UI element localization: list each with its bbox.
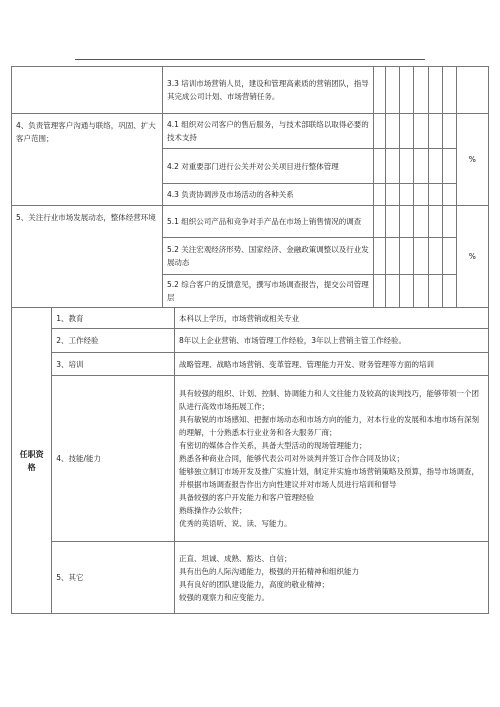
rating-cell bbox=[374, 149, 386, 184]
rating-cell bbox=[428, 114, 442, 149]
qualification-name: 4、技能/能力 bbox=[52, 376, 175, 542]
header-rule bbox=[75, 59, 425, 60]
rating-cell bbox=[374, 238, 386, 275]
rating-cell bbox=[374, 206, 386, 238]
duty-area-cell: 5、关注行业市场发展动态，整体经营环境 bbox=[12, 206, 163, 308]
qualification-name: 5、其它 bbox=[52, 542, 175, 614]
rating-cell bbox=[400, 275, 414, 308]
qualification-name: 3、培训 bbox=[52, 353, 175, 376]
rating-cell bbox=[442, 149, 456, 184]
rating-cell bbox=[414, 67, 428, 114]
detail-line: 战略管理、战略市场营销、变革管理、管理能力开发、财务管理等方面的培训 bbox=[179, 359, 434, 369]
rating-cell bbox=[400, 67, 414, 114]
rating-cell bbox=[414, 114, 428, 149]
rating-cell bbox=[374, 184, 386, 206]
duty-area-cell: 4、负责管理客户沟通与联络，巩固、扩大客户范围； bbox=[12, 114, 163, 206]
rating-cell bbox=[386, 67, 400, 114]
rating-cell bbox=[428, 238, 442, 275]
detail-line: 较强的观察力和应变能力。 bbox=[179, 592, 269, 602]
task-row bbox=[12, 206, 489, 238]
rating-cell bbox=[442, 275, 456, 308]
rating-cell bbox=[442, 114, 456, 149]
detail-line: 有密切的媒体合作关系，具备大型活动的现场管理能力； bbox=[179, 441, 367, 450]
qualification-detail bbox=[175, 542, 489, 614]
rating-cell bbox=[428, 206, 442, 238]
percent-cell bbox=[456, 67, 488, 114]
rating-cell bbox=[400, 238, 414, 275]
rating-cell bbox=[442, 238, 456, 275]
detail-line: 具有较强的组织、计划、控制、协调能力和人文往能力及较高的谈判技巧，能够带领一个团队进行高效市场拓展工作； bbox=[179, 389, 479, 411]
rating-cell bbox=[374, 275, 386, 308]
rating-cell bbox=[442, 67, 456, 114]
percent-cell: % bbox=[456, 114, 488, 206]
detail-line: 正直、坦诚、成熟、豁达、自信； bbox=[179, 553, 292, 563]
task-cell: 4.2 对重要部门进行公关并对公关项目进行整体管理 bbox=[162, 149, 373, 184]
qualification-name: 2、工作经验 bbox=[52, 329, 175, 353]
detail-line: 8年以上企业营销、市场管理工作经验，3年以上营销主管工作经验。 bbox=[179, 336, 407, 345]
detail-line: 具有出色的人际沟通能力，极强的开拓精神和组织能力 bbox=[179, 566, 359, 576]
detail-line: 熟练操作办公软件； bbox=[179, 506, 247, 515]
task-cell: 5.2 综合客户的反馈意见，撰写市场调查报告，提交公司管理层 bbox=[162, 275, 373, 308]
rating-cell bbox=[374, 114, 386, 149]
rating-cell bbox=[428, 184, 442, 206]
rating-cell bbox=[400, 114, 414, 149]
rating-cell bbox=[428, 149, 442, 184]
task-cell: 3.3 培训市场营销人员，建设和管理高素质的营销团队，指导其完成公司计划、市场营销任务。 bbox=[162, 67, 373, 114]
qualification-row bbox=[12, 308, 489, 329]
task-cell: 5.1 组织公司产品和竞争对手产品在市场上销售情况的调查 bbox=[162, 206, 373, 238]
rating-cell bbox=[386, 275, 400, 308]
rating-cell bbox=[400, 184, 414, 206]
detail-line: 具有敏锐的市场感知、把握市场动态和市场方向的能力，对本行业的发展和本地市场有深刻的理解，十分熟悉本行业业务和各大服务厂商； bbox=[179, 415, 479, 437]
rating-cell bbox=[414, 206, 428, 238]
rating-cell bbox=[428, 67, 442, 114]
detail-line: 具备较强的客户开发能力和客户管理经验 bbox=[179, 493, 314, 502]
detail-line: 本科以上学历，市场营销或相关专业 bbox=[179, 313, 299, 323]
rating-cell bbox=[400, 149, 414, 184]
qualifications-label: 任职资格 bbox=[12, 308, 52, 614]
rating-cell bbox=[428, 275, 442, 308]
task-row bbox=[12, 67, 489, 114]
percent-cell: % bbox=[456, 206, 488, 308]
rating-cell bbox=[414, 184, 428, 206]
detail-line: 熟悉各种商业合同，能够代表公司对外谈判并签订合作合同及协议； bbox=[179, 454, 404, 463]
rating-cell bbox=[386, 184, 400, 206]
rating-cell bbox=[442, 206, 456, 238]
detail-line: 具有良好的团队建设能力，高度的敬业精神； bbox=[179, 579, 329, 589]
qualification-row bbox=[12, 329, 489, 353]
task-row bbox=[12, 114, 489, 149]
rating-cell bbox=[442, 184, 456, 206]
qualification-detail bbox=[175, 308, 489, 329]
rating-cell bbox=[414, 275, 428, 308]
qualification-detail bbox=[175, 353, 489, 376]
qualification-row bbox=[12, 542, 489, 614]
task-cell: 4.1 组织对公司客户的售后服务，与技术部联络以取得必要的技术支持 bbox=[162, 114, 373, 149]
qualification-row bbox=[12, 353, 489, 376]
rating-cell bbox=[386, 149, 400, 184]
qualification-detail bbox=[175, 329, 489, 353]
qualification-row bbox=[12, 376, 489, 542]
qualification-name: 1、教育 bbox=[52, 308, 175, 329]
rating-cell bbox=[386, 114, 400, 149]
rating-cell bbox=[414, 238, 428, 275]
detail-line: 能够独立制订市场开发及推广实施计划，制定并实施市场营销策略及预算，指导市场调查，并根据市场调查报告作出方向性建议并对市场人员进行培训和督导 bbox=[179, 467, 479, 489]
task-cell: 5.2 关注宏观经济形势、国家经济、金融政策调整以及行业发展动态 bbox=[162, 238, 373, 275]
job-description-table bbox=[11, 66, 489, 614]
rating-cell bbox=[400, 206, 414, 238]
duty-area-cell bbox=[12, 67, 163, 114]
rating-cell bbox=[386, 206, 400, 238]
task-cell: 4.3 负责协调涉及市场活动的各种关系 bbox=[162, 184, 373, 206]
rating-cell bbox=[374, 67, 386, 114]
rating-cell bbox=[386, 238, 400, 275]
qualification-detail bbox=[175, 376, 489, 542]
rating-cell bbox=[414, 149, 428, 184]
detail-line: 优秀的英语听、说、读、写能力。 bbox=[179, 519, 292, 528]
